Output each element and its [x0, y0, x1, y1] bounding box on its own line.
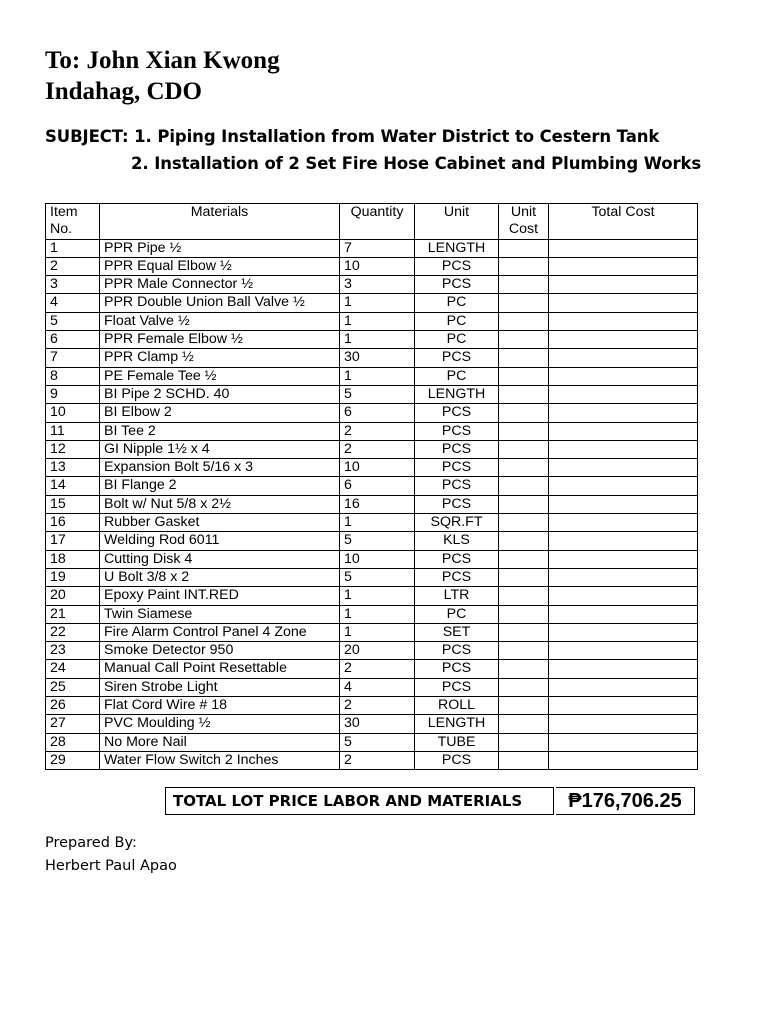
table-row: [46, 532, 698, 550]
table-row: [46, 440, 698, 458]
cell-unit: PC: [415, 331, 499, 349]
prepared-by-label: Prepared By:: [45, 835, 137, 851]
column-header-quantity: Quantity: [340, 204, 415, 240]
cell-material: PPR Pipe ½: [100, 239, 340, 257]
cell-item-no: 2: [46, 257, 100, 275]
cell-quantity: 5: [340, 733, 415, 751]
cell-total-cost: [549, 733, 698, 751]
cell-quantity: 3: [340, 276, 415, 294]
cell-total-cost: [549, 514, 698, 532]
cell-quantity: 2: [340, 697, 415, 715]
table-row: [46, 605, 698, 623]
cell-material: Cutting Disk 4: [100, 550, 340, 568]
column-header-total-cost: Total Cost: [549, 204, 698, 240]
cell-unit: SET: [415, 623, 499, 641]
table-row: [46, 568, 698, 586]
cell-item-no: 17: [46, 532, 100, 550]
cell-material: PPR Clamp ½: [100, 349, 340, 367]
cell-quantity: 1: [340, 331, 415, 349]
cell-unit: LENGTH: [415, 385, 499, 403]
cell-item-no: 20: [46, 587, 100, 605]
column-header-unit-cost: Unit Cost: [499, 204, 549, 240]
cell-item-no: 29: [46, 751, 100, 769]
cell-item-no: 26: [46, 697, 100, 715]
subject-line-2: 2. Installation of 2 Set Fire Hose Cabinet and Plumbing Works: [131, 154, 702, 173]
cell-unit: SQR.FT: [415, 514, 499, 532]
cell-quantity: 1: [340, 623, 415, 641]
cell-unit-cost: [499, 642, 549, 660]
cell-unit: PCS: [415, 660, 499, 678]
recipient-name: To: John Xian Kwong: [45, 47, 280, 74]
cell-unit: PCS: [415, 642, 499, 660]
cell-item-no: 24: [46, 660, 100, 678]
cell-total-cost: [549, 660, 698, 678]
table-row: [46, 404, 698, 422]
cell-item-no: 23: [46, 642, 100, 660]
cell-unit-cost: [499, 660, 549, 678]
cell-quantity: 20: [340, 642, 415, 660]
cell-unit: PCS: [415, 477, 499, 495]
cell-item-no: 27: [46, 715, 100, 733]
cell-quantity: 1: [340, 587, 415, 605]
cell-total-cost: [549, 404, 698, 422]
cell-unit-cost: [499, 587, 549, 605]
column-header-item-no: Item No.: [46, 204, 100, 240]
cell-unit: LTR: [415, 587, 499, 605]
table-row: [46, 477, 698, 495]
cell-material: Float Valve ½: [100, 312, 340, 330]
cell-unit: PCS: [415, 751, 499, 769]
cell-item-no: 28: [46, 733, 100, 751]
table-row: [46, 514, 698, 532]
column-header-unit: Unit: [415, 204, 499, 240]
table-row: [46, 331, 698, 349]
cell-quantity: 30: [340, 715, 415, 733]
cell-unit: PCS: [415, 440, 499, 458]
total-price-box: [165, 787, 695, 815]
cell-unit-cost: [499, 550, 549, 568]
cell-item-no: 6: [46, 331, 100, 349]
cell-unit: PCS: [415, 459, 499, 477]
cell-quantity: 1: [340, 605, 415, 623]
cell-material: PPR Female Elbow ½: [100, 331, 340, 349]
column-header-materials: Materials: [100, 204, 340, 240]
cell-unit: KLS: [415, 532, 499, 550]
cell-material: Siren Strobe Light: [100, 678, 340, 696]
cell-unit: PC: [415, 367, 499, 385]
cell-total-cost: [549, 257, 698, 275]
cell-unit: PCS: [415, 495, 499, 513]
cell-unit-cost: [499, 404, 549, 422]
total-price-label: TOTAL LOT PRICE LABOR AND MATERIALS: [165, 787, 554, 815]
cell-unit: ROLL: [415, 697, 499, 715]
cell-unit: PCS: [415, 678, 499, 696]
cell-material: BI Pipe 2 SCHD. 40: [100, 385, 340, 403]
cell-total-cost: [549, 459, 698, 477]
cell-item-no: 25: [46, 678, 100, 696]
cell-item-no: 9: [46, 385, 100, 403]
cell-unit-cost: [499, 751, 549, 769]
table-row: [46, 587, 698, 605]
cell-item-no: 13: [46, 459, 100, 477]
cell-item-no: 1: [46, 239, 100, 257]
cell-quantity: 5: [340, 532, 415, 550]
cell-material: Rubber Gasket: [100, 514, 340, 532]
cell-total-cost: [549, 715, 698, 733]
cell-unit-cost: [499, 514, 549, 532]
cell-unit: PC: [415, 294, 499, 312]
cell-total-cost: [549, 605, 698, 623]
cell-unit-cost: [499, 312, 549, 330]
cell-material: Bolt w/ Nut 5/8 x 2½: [100, 495, 340, 513]
cell-item-no: 3: [46, 276, 100, 294]
cell-unit-cost: [499, 568, 549, 586]
cell-unit-cost: [499, 294, 549, 312]
table-row: [46, 623, 698, 641]
cell-total-cost: [549, 678, 698, 696]
cell-unit-cost: [499, 605, 549, 623]
table-row: [46, 276, 698, 294]
cell-total-cost: [549, 532, 698, 550]
cell-material: Fire Alarm Control Panel 4 Zone: [100, 623, 340, 641]
cell-material: PPR Male Connector ½: [100, 276, 340, 294]
cell-unit-cost: [499, 331, 549, 349]
cell-unit-cost: [499, 532, 549, 550]
cell-total-cost: [549, 367, 698, 385]
cell-item-no: 10: [46, 404, 100, 422]
cell-material: Flat Cord Wire # 18: [100, 697, 340, 715]
cell-material: PE Female Tee ½: [100, 367, 340, 385]
table-row: [46, 422, 698, 440]
cell-quantity: 1: [340, 514, 415, 532]
cell-material: BI Tee 2: [100, 422, 340, 440]
cell-total-cost: [549, 477, 698, 495]
cell-item-no: 12: [46, 440, 100, 458]
table-body: [46, 239, 698, 770]
table-row: [46, 294, 698, 312]
materials-table: [45, 203, 698, 770]
cell-total-cost: [549, 276, 698, 294]
table-row: [46, 257, 698, 275]
cell-quantity: 2: [340, 660, 415, 678]
table-row: [46, 733, 698, 751]
cell-unit: PCS: [415, 422, 499, 440]
cell-total-cost: [549, 312, 698, 330]
cell-quantity: 5: [340, 568, 415, 586]
cell-material: Water Flow Switch 2 Inches: [100, 751, 340, 769]
cell-unit-cost: [499, 276, 549, 294]
cell-item-no: 14: [46, 477, 100, 495]
table-row: [46, 459, 698, 477]
cell-quantity: 2: [340, 440, 415, 458]
cell-item-no: 15: [46, 495, 100, 513]
table-row: [46, 697, 698, 715]
cell-unit: TUBE: [415, 733, 499, 751]
table-row: [46, 349, 698, 367]
table-row: [46, 678, 698, 696]
table-row: [46, 367, 698, 385]
table-row: [46, 385, 698, 403]
cell-item-no: 11: [46, 422, 100, 440]
table-row: [46, 495, 698, 513]
cell-quantity: 1: [340, 294, 415, 312]
cell-unit-cost: [499, 459, 549, 477]
cell-unit: PCS: [415, 276, 499, 294]
cell-total-cost: [549, 385, 698, 403]
total-price-value: ₱176,706.25: [556, 787, 695, 815]
cell-material: U Bolt 3/8 x 2: [100, 568, 340, 586]
preparer-name: Herbert Paul Apao: [45, 858, 177, 874]
cell-total-cost: [549, 331, 698, 349]
cell-total-cost: [549, 623, 698, 641]
table-row: [46, 239, 698, 257]
cell-total-cost: [549, 642, 698, 660]
recipient-location: Indahag, CDO: [45, 78, 202, 105]
cell-material: Epoxy Paint INT.RED: [100, 587, 340, 605]
cell-unit-cost: [499, 239, 549, 257]
cell-unit: PCS: [415, 349, 499, 367]
cell-unit-cost: [499, 495, 549, 513]
cell-unit-cost: [499, 697, 549, 715]
cell-total-cost: [549, 550, 698, 568]
cell-total-cost: [549, 697, 698, 715]
table-row: [46, 642, 698, 660]
cell-total-cost: [549, 239, 698, 257]
table-header-row: [46, 204, 698, 240]
cell-material: Smoke Detector 950: [100, 642, 340, 660]
cell-quantity: 16: [340, 495, 415, 513]
cell-unit-cost: [499, 715, 549, 733]
cell-unit-cost: [499, 440, 549, 458]
cell-item-no: 16: [46, 514, 100, 532]
cell-unit: PCS: [415, 568, 499, 586]
cell-unit-cost: [499, 422, 549, 440]
cell-unit-cost: [499, 477, 549, 495]
cell-material: Expansion Bolt 5/16 x 3: [100, 459, 340, 477]
cell-quantity: 30: [340, 349, 415, 367]
cell-unit: PCS: [415, 257, 499, 275]
cell-quantity: 1: [340, 312, 415, 330]
cell-total-cost: [549, 294, 698, 312]
cell-quantity: 6: [340, 404, 415, 422]
cell-unit-cost: [499, 678, 549, 696]
cell-item-no: 7: [46, 349, 100, 367]
cell-quantity: 4: [340, 678, 415, 696]
cell-material: PVC Moulding ½: [100, 715, 340, 733]
cell-total-cost: [549, 440, 698, 458]
cell-material: BI Elbow 2: [100, 404, 340, 422]
cell-quantity: 7: [340, 239, 415, 257]
cell-quantity: 2: [340, 422, 415, 440]
cell-material: Twin Siamese: [100, 605, 340, 623]
cell-material: Welding Rod 6011: [100, 532, 340, 550]
cell-unit-cost: [499, 367, 549, 385]
cell-item-no: 22: [46, 623, 100, 641]
cell-quantity: 10: [340, 459, 415, 477]
cell-total-cost: [549, 751, 698, 769]
table-row: [46, 550, 698, 568]
cell-material: PPR Equal Elbow ½: [100, 257, 340, 275]
table-row: [46, 751, 698, 769]
cell-material: PPR Double Union Ball Valve ½: [100, 294, 340, 312]
cell-quantity: 5: [340, 385, 415, 403]
table-row: [46, 312, 698, 330]
cell-item-no: 8: [46, 367, 100, 385]
cell-total-cost: [549, 568, 698, 586]
cell-unit: PC: [415, 312, 499, 330]
cell-unit-cost: [499, 349, 549, 367]
subject-line-1: SUBJECT: 1. Piping Installation from Water District to Cestern Tank: [45, 127, 660, 146]
cell-total-cost: [549, 587, 698, 605]
cell-material: BI Flange 2: [100, 477, 340, 495]
cell-quantity: 1: [340, 367, 415, 385]
cell-unit: PCS: [415, 404, 499, 422]
cell-unit: LENGTH: [415, 239, 499, 257]
cell-unit: PCS: [415, 550, 499, 568]
cell-item-no: 21: [46, 605, 100, 623]
cell-quantity: 6: [340, 477, 415, 495]
cell-quantity: 10: [340, 257, 415, 275]
cell-total-cost: [549, 495, 698, 513]
cell-material: GI Nipple 1½ x 4: [100, 440, 340, 458]
cell-unit: LENGTH: [415, 715, 499, 733]
cell-unit-cost: [499, 623, 549, 641]
cell-item-no: 19: [46, 568, 100, 586]
cell-quantity: 2: [340, 751, 415, 769]
cell-quantity: 10: [340, 550, 415, 568]
cell-unit-cost: [499, 257, 549, 275]
table-row: [46, 660, 698, 678]
cell-item-no: 4: [46, 294, 100, 312]
cell-item-no: 5: [46, 312, 100, 330]
cell-unit-cost: [499, 385, 549, 403]
table-row: [46, 715, 698, 733]
cell-item-no: 18: [46, 550, 100, 568]
cell-total-cost: [549, 422, 698, 440]
cell-total-cost: [549, 349, 698, 367]
cell-material: Manual Call Point Resettable: [100, 660, 340, 678]
cell-unit-cost: [499, 733, 549, 751]
cell-material: No More Nail: [100, 733, 340, 751]
cell-unit: PC: [415, 605, 499, 623]
